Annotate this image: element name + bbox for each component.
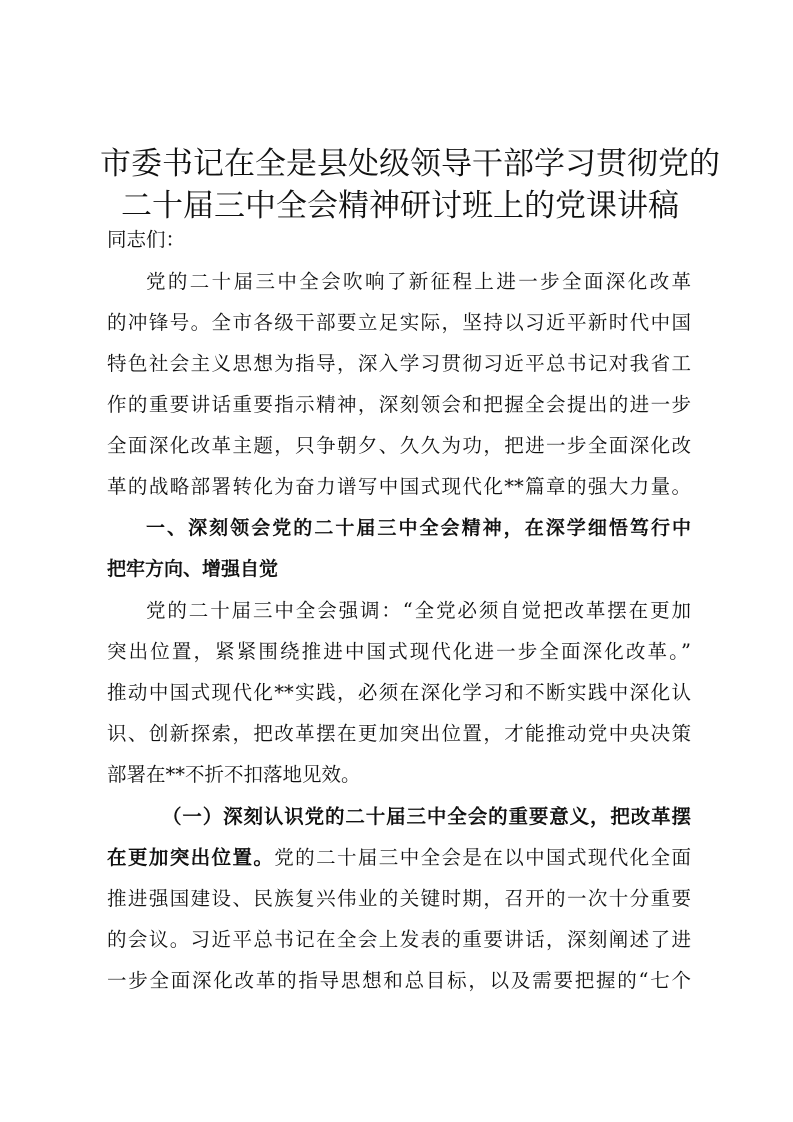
para1-line-5: 全面深化改革主题，只争朝夕、久久为功，把进一步全面深化改 xyxy=(107,434,691,457)
section-heading-1-line-2: 把牢方向、增强自觉 xyxy=(107,558,279,580)
para1-line-2: 的冲锋号。全市各级干部要立足实际，坚持以习近平新时代中国 xyxy=(107,311,691,334)
para2-line-1: 党的二十届三中全会强调：“全党必须自觉把改革摆在更加 xyxy=(146,599,691,622)
para2-line-4: 识、创新探索，把改革摆在更加突出位置，才能推动党中央决策 xyxy=(107,722,691,745)
para2-line-3: 推动中国式现代化**实践，必须在深化学习和不断实践中深化认 xyxy=(107,681,691,704)
para1-line-1: 党的二十届三中全会吹响了新征程上进一步全面深化改革 xyxy=(146,270,691,293)
para3-line-3: 推进强国建设、民族复兴伟业的关键时期，召开的一次十分重要 xyxy=(107,887,691,910)
para3-line-2-text: 党的二十届三中全会是在以中国式现代化全面 xyxy=(274,846,691,869)
para2-line-5: 部署在**不折不扣落地见效。 xyxy=(107,763,361,786)
para3-line-5: 一步全面深化改革的指导思想和总目标，以及需要把握的“七个 xyxy=(107,969,691,992)
para3-line-4: 的会议。习近平总书记在全会上发表的重要讲话，深刻阐述了进 xyxy=(107,928,691,951)
para1-line-4: 作的重要讲话重要指示精神，深刻领会和把握全会提出的进一步 xyxy=(107,393,691,416)
document-title-line-2: 二十届三中全会精神研讨班上的党课讲稿 xyxy=(121,188,679,224)
salutation: 同志们： xyxy=(107,228,186,251)
para3-line-2 xyxy=(107,844,691,872)
document-title-line-1: 市委书记在全是县处级领导干部学习贯彻党的 xyxy=(100,146,720,182)
subsection-heading-1-cont: 在更加突出位置。 xyxy=(107,846,275,869)
section-heading-1-line-1: 一、深刻领会党的二十届三中全会精神，在深学细悟笃行中 xyxy=(146,517,691,539)
para1-line-3: 特色社会主义思想为指导，深入学习贯彻习近平总书记对我省工 xyxy=(107,352,691,375)
subsection-heading-1: （一）深刻认识党的二十届三中全会的重要意义，把改革摆 xyxy=(162,805,691,828)
para1-line-6: 革的战略部署转化为奋力谱写中国式现代化**篇章的强大力量。 xyxy=(107,475,691,498)
para2-line-2: 突出位置，紧紧围绕推进中国式现代化进一步全面深化改革。” xyxy=(107,640,691,663)
